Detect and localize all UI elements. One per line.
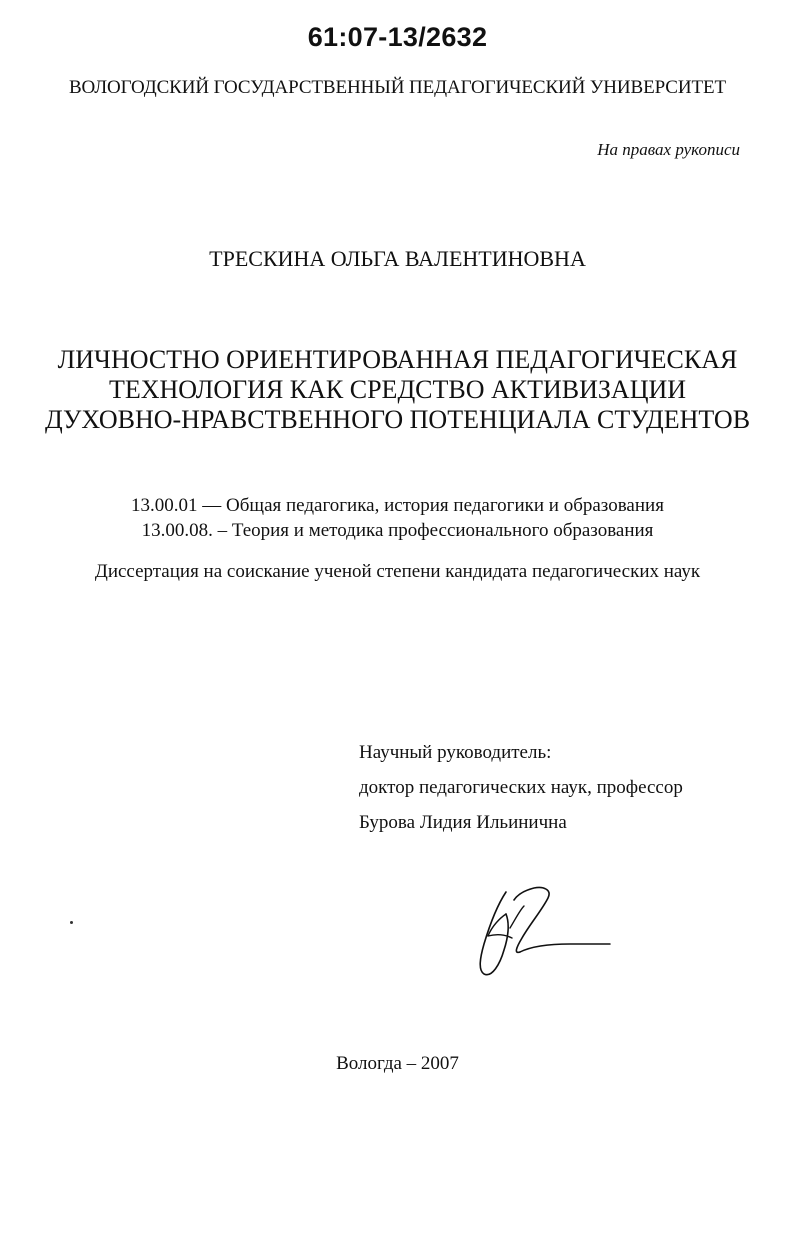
rights-note: На правах рукописи [597, 140, 740, 159]
handwritten-signature-icon [470, 884, 615, 979]
dissertation-title [0, 345, 795, 435]
supervisor-block [359, 735, 683, 840]
university-name: ВОЛОГОДСКИЙ ГОСУДАРСТВЕННЫЙ ПЕДАГОГИЧЕСКИЙ УНИВЕРСИТЕТ [68, 77, 726, 98]
title-line: ЛИЧНОСТНО ОРИЕНТИРОВАННАЯ ПЕДАГОГИЧЕСКАЯ [57, 345, 738, 374]
specialty-line: 13.00.01 — Общая педагогика, история педагогики и образования [131, 495, 664, 516]
scan-speck [70, 921, 73, 924]
author-name: ТРЕСКИНА ОЛЬГА ВАЛЕНТИНОВНА [209, 246, 586, 271]
catalog-number: 61:07-13/2632 [307, 22, 488, 52]
degree-statement: Диссертация на соискание ученой степени кандидата педагогических наук [94, 561, 701, 582]
supervisor-name: Бурова Лидия Ильинична [359, 812, 567, 833]
city-year: Вологда – 2007 [336, 1053, 459, 1074]
specialty-line: 13.00.08. – Теория и методика профессионального образования [141, 520, 654, 541]
title-line: ТЕХНОЛОГИЯ КАК СРЕДСТВО АКТИВИЗАЦИИ [108, 375, 687, 404]
specialty-codes [0, 493, 795, 543]
supervisor-label: Научный руководитель: [359, 742, 552, 763]
title-line: ДУХОВНО-НРАВСТВЕННОГО ПОТЕНЦИАЛА СТУДЕНТОВ [44, 405, 751, 434]
supervisor-credentials: доктор педагогических наук, профессор [359, 777, 683, 798]
